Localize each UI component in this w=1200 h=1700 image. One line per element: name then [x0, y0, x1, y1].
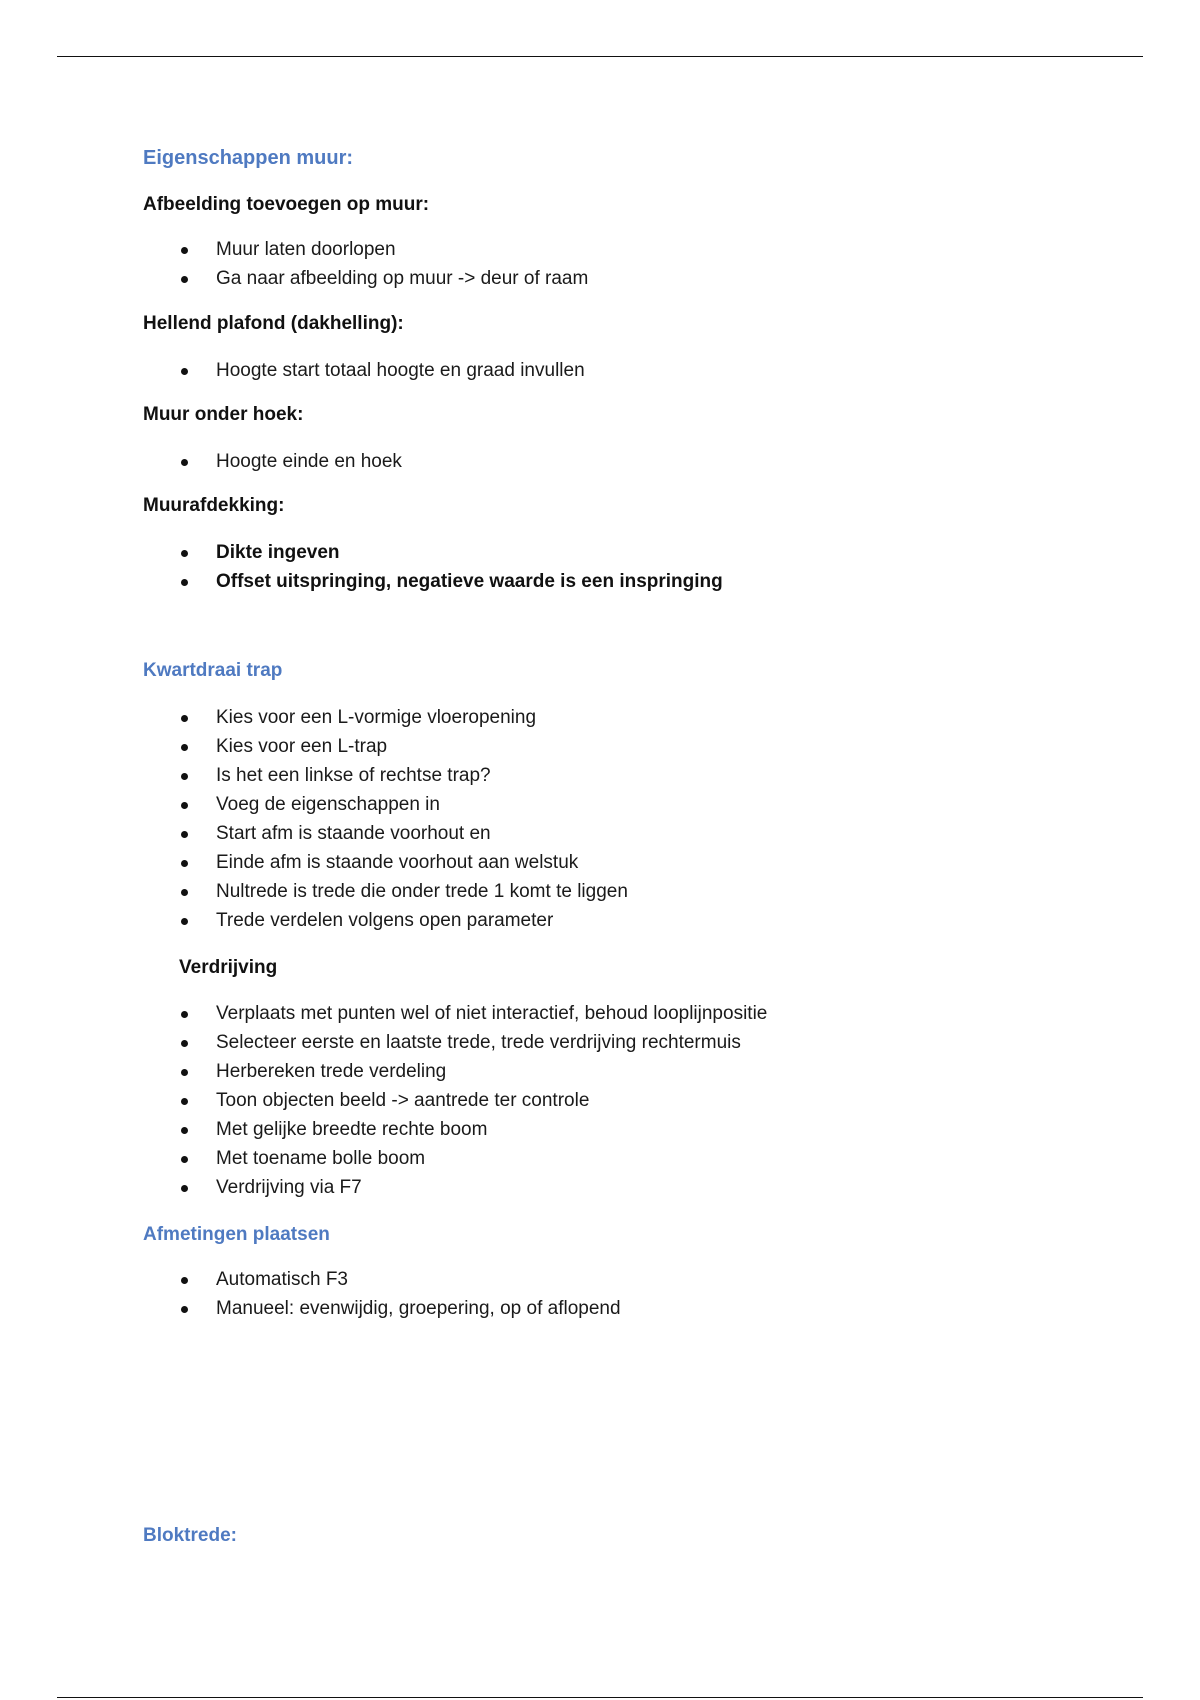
heading-bloktrede: Bloktrede:	[143, 1525, 237, 1546]
list-kwartdraai-trap	[0, 703, 628, 935]
list-afmetingen-plaatsen	[0, 1265, 621, 1323]
footer-rule	[57, 1697, 1143, 1698]
list-item: Offset uitspringing, negatieve waarde is een inspringing	[0, 567, 723, 596]
list-item: Ga naar afbeelding op muur -> deur of raam	[0, 264, 588, 293]
list-afbeelding-toevoegen	[0, 235, 588, 293]
list-item: Voeg de eigenschappen in	[0, 790, 628, 819]
list-item: Toon objecten beeld -> aantrede ter controle	[0, 1086, 767, 1115]
list-item: Hoogte einde en hoek	[0, 447, 402, 476]
list-item: Is het een linkse of rechtse trap?	[0, 761, 628, 790]
subheading-muurafdekking: Muurafdekking:	[143, 495, 285, 516]
list-item: Verplaats met punten wel of niet interactief, behoud looplijnpositie	[0, 999, 767, 1028]
subheading-afbeelding-toevoegen: Afbeelding toevoegen op muur:	[143, 194, 430, 215]
list-muurafdekking	[0, 538, 723, 596]
list-item: Herbereken trede verdeling	[0, 1057, 767, 1086]
list-muur-onder-hoek	[0, 447, 402, 476]
list-item: Met toename bolle boom	[0, 1144, 767, 1173]
list-hellend-plafond	[0, 356, 585, 385]
list-item: Trede verdelen volgens open parameter	[0, 906, 628, 935]
list-item: Verdrijving via F7	[0, 1173, 767, 1202]
header-rule	[57, 56, 1143, 57]
heading-eigenschappen-muur: Eigenschappen muur:	[143, 147, 354, 169]
list-item: Hoogte start totaal hoogte en graad invullen	[0, 356, 585, 385]
list-item: Dikte ingeven	[0, 538, 723, 567]
list-item: Selecteer eerste en laatste trede, trede verdrijving rechtermuis	[0, 1028, 767, 1057]
list-item: Muur laten doorlopen	[0, 235, 588, 264]
list-item: Kies voor een L-trap	[0, 732, 628, 761]
heading-kwartdraai-trap: Kwartdraai trap	[143, 660, 283, 681]
list-item: Met gelijke breedte rechte boom	[0, 1115, 767, 1144]
list-item: Kies voor een L-vormige vloeropening	[0, 703, 628, 732]
subheading-muur-onder-hoek: Muur onder hoek:	[143, 404, 304, 425]
heading-afmetingen-plaatsen: Afmetingen plaatsen	[143, 1224, 330, 1245]
list-item: Manueel: evenwijdig, groepering, op of aflopend	[0, 1294, 621, 1323]
list-verdrijving	[0, 999, 767, 1202]
list-item: Start afm is staande voorhout en	[0, 819, 628, 848]
list-item: Einde afm is staande voorhout aan welstuk	[0, 848, 628, 877]
list-item: Nultrede is trede die onder trede 1 komt te liggen	[0, 877, 628, 906]
list-item: Automatisch F3	[0, 1265, 621, 1294]
subheading-verdrijving: Verdrijving	[179, 957, 278, 978]
subheading-hellend-plafond: Hellend plafond (dakhelling):	[143, 313, 404, 334]
